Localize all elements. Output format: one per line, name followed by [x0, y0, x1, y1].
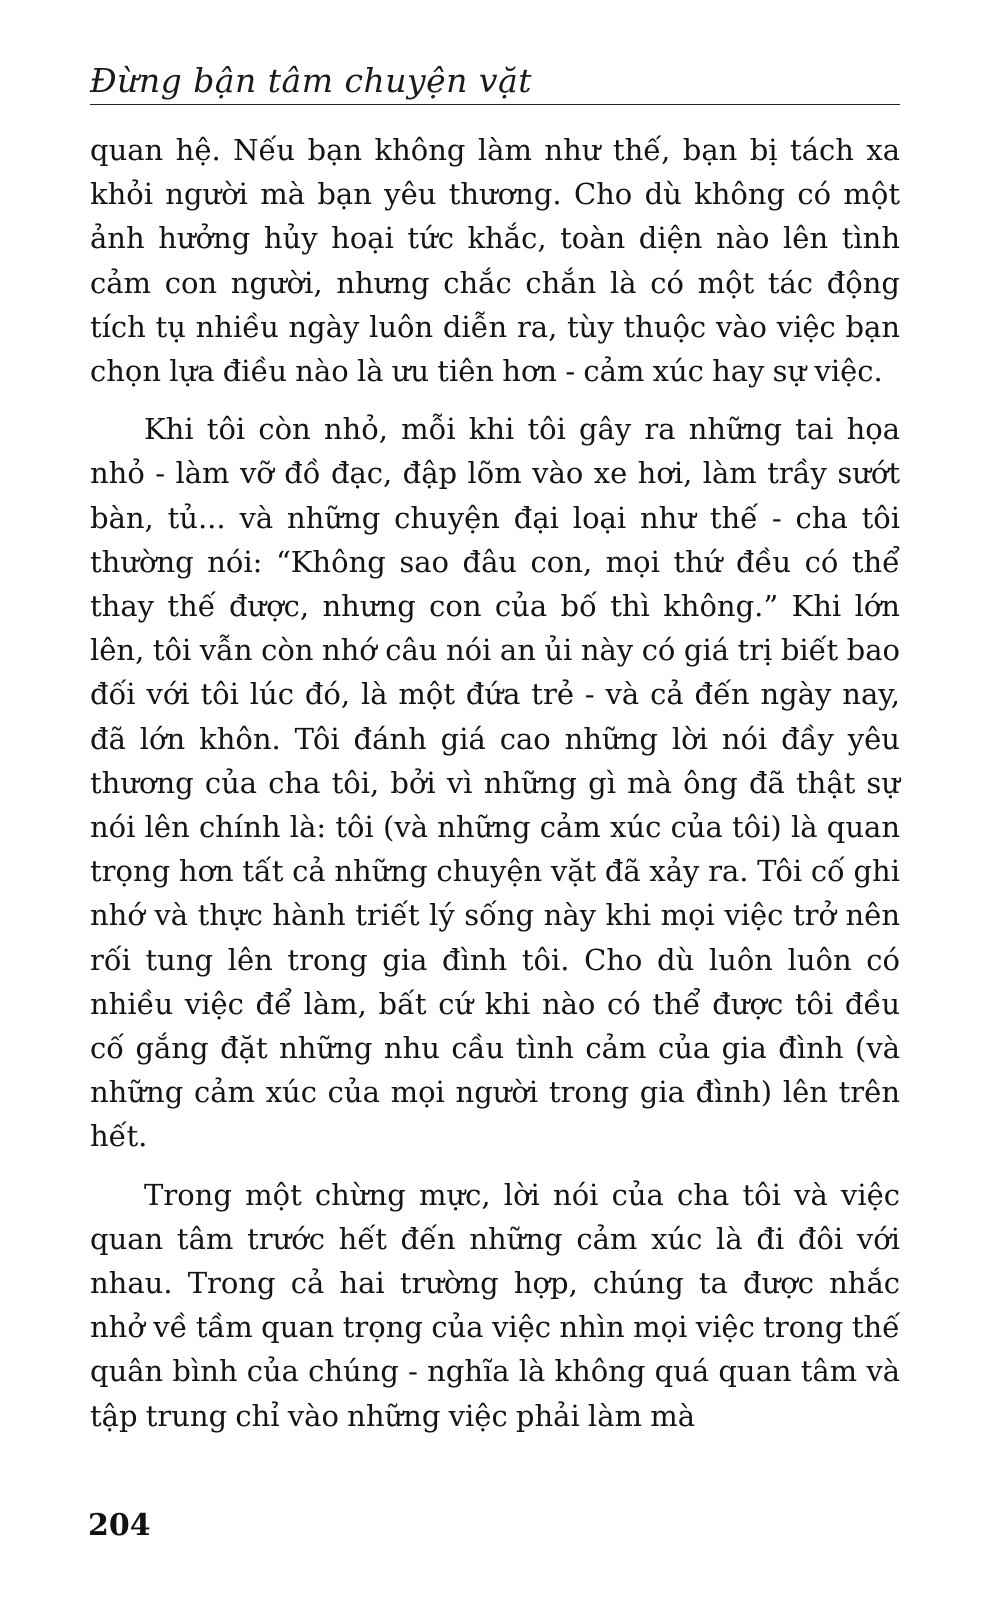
paragraph: quan hệ. Nếu bạn không làm như thế, bạn bị tách xa khỏi người mà bạn yêu thương. Cho dù không có một ảnh hưởng hủy hoại tức khắc, toàn diện nào lên tình cảm con người, nhưng chắc chắn là có một tác động tích tụ nhiều ngày luôn diễn ra, tùy thuộc vào việc bạn chọn lựa điều nào là ưu tiên hơn - cảm xúc hay sự việc.	[90, 133, 900, 389]
body-text	[90, 128, 900, 1438]
running-header	[90, 58, 900, 105]
paragraph: Khi tôi còn nhỏ, mỗi khi tôi gây ra những tai họa nhỏ - làm vỡ đồ đạc, đập lõm vào xe hơi, làm trầy sướt bàn, tủ... và những chuyện đại loại như thế - cha tôi thường nói: “Không sao đâu con, mọi thứ đều có thể thay thế được, nhưng con của bố thì không.” Khi lớn lên, tôi vẫn còn nhớ câu nói an ủi này có giá trị biết bao đối với tôi lúc đó, là một đứa trẻ - và cả đến ngày nay, đã lớn khôn. Tôi đánh giá cao những lời nói đầy yêu thương của cha tôi, bởi vì những gì mà ông đã thật sự nói lên chính là: tôi (và những cảm xúc của tôi) là quan trọng hơn tất cả những chuyện vặt đã xảy ra. Tôi cố ghi nhớ và thực hành triết lý sống này khi mọi việc trở nên rối tung lên trong gia đình tôi. Cho dù luôn luôn có nhiều việc để làm, bất cứ khi nào có thể được tôi đều cố gắng đặt những nhu cầu tình cảm của gia đình (và những cảm xúc của mọi người trong gia đình) lên trên hết.	[90, 412, 900, 1154]
running-header-title: Đừng bận tâm chuyện vặt	[90, 61, 532, 100]
paragraph: Trong một chừng mực, lời nói của cha tôi và việc quan tâm trước hết đến những cảm xúc là đi đôi với nhau. Trong cả hai trường hợp, chúng ta được nhắc nhở về tầm quan trọng của việc nhìn mọi việc trong thế quân bình của chúng - nghĩa là không quá quan tâm và tập trung chỉ vào những việc phải làm mà	[90, 1177, 900, 1433]
page-number: 204	[88, 1508, 151, 1543]
